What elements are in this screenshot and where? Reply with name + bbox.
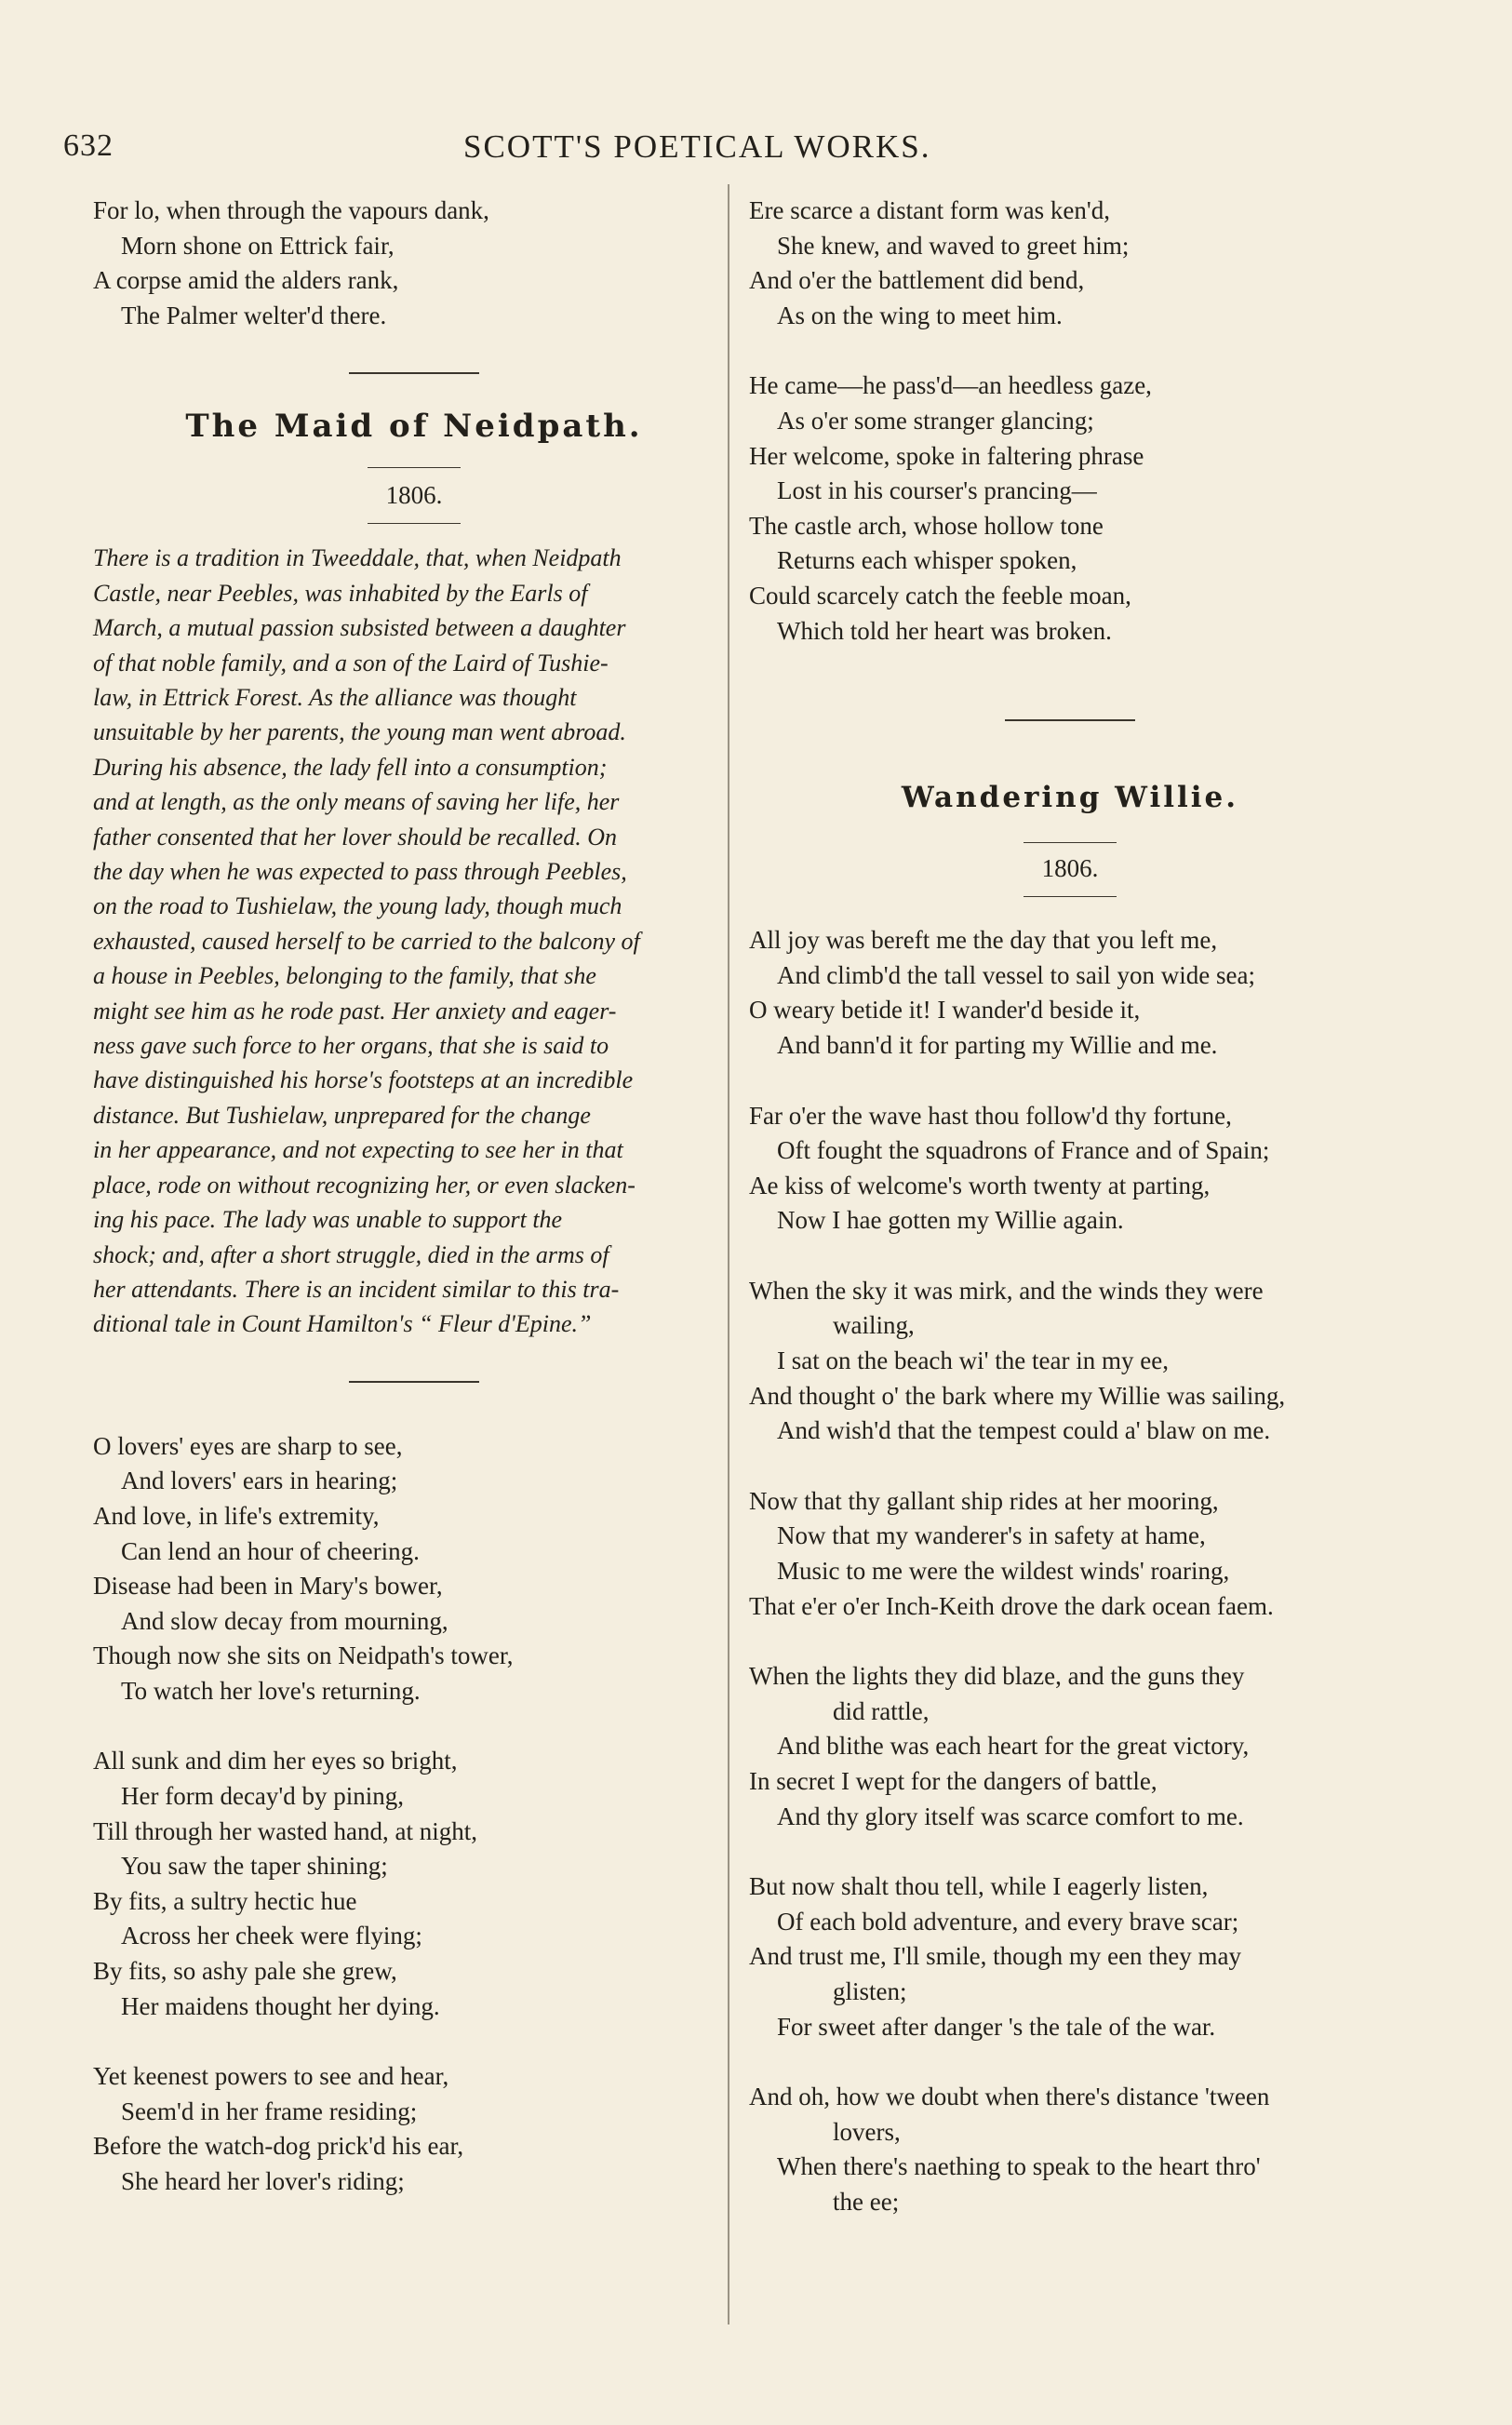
verse-line: Disease had been in Mary's bower, — [93, 1572, 443, 1601]
poem-title-neidpath: The Maid of Neidpath. — [185, 408, 643, 446]
verse-line: Her form decay'd by pining, — [121, 1782, 405, 1811]
verse-line: And thy glory itself was scarce comfort to me. — [777, 1802, 1244, 1830]
prose-line: a house in Peebles, belonging to the family, that she — [93, 962, 596, 990]
verse-line: glisten; — [833, 1976, 907, 2005]
page-number: 632 — [63, 128, 114, 163]
prose-line: might see him as he rode past. Her anxiety and eager- — [93, 997, 617, 1025]
verse-line: The Palmer welter'd there. — [121, 301, 387, 329]
prose-line: ness gave such force to her organs, that she is said to — [93, 1032, 609, 1060]
stanza — [749, 1099, 1391, 1239]
section-rule — [1005, 719, 1135, 721]
prose-line: in her appearance, and not expecting to see her in that — [93, 1136, 623, 1164]
verse-line: And blithe was each heart for the great victory, — [777, 1732, 1250, 1761]
verse-line: And wish'd that the tempest could a' blaw on me. — [777, 1416, 1271, 1445]
prose-line: law, in Ettrick Forest. As the alliance was thought — [93, 684, 577, 711]
year-rule — [368, 523, 461, 524]
verse-line: All sunk and dim her eyes so bright, — [93, 1747, 458, 1775]
neidpath-verses-continued — [749, 194, 1391, 649]
verse-line: Which told her heart was broken. — [777, 616, 1112, 645]
verse-line: That e'er o'er Inch-Keith drove the dark ocean faem. — [749, 1591, 1274, 1620]
stanza — [749, 923, 1391, 1063]
verse-line: All joy was bereft me the day that you left me, — [749, 926, 1218, 955]
poem-title-wandering-willie: Wandering Willie. — [901, 781, 1239, 815]
stanza — [749, 368, 1391, 649]
stanza — [93, 1744, 735, 2024]
verse-line: I sat on the beach wi' the tear in my ee, — [777, 1346, 1169, 1375]
prose-line: ditional tale in Count Hamilton's “ Fleur d'Epine.” — [93, 1310, 592, 1338]
verse-line: Ae kiss of welcome's worth twenty at parting, — [749, 1171, 1211, 1199]
prose-line: and at length, as the only means of saving her life, her — [93, 788, 620, 816]
verse-line: To watch her love's returning. — [121, 1676, 421, 1705]
title-rule — [1024, 842, 1117, 843]
prose-line: on the road to Tushielaw, the young lady, though much — [93, 892, 622, 920]
prose-line: place, rode on without recognizing her, or even slacken- — [93, 1171, 636, 1199]
stanza — [749, 1484, 1391, 1624]
verse-line: By fits, so ashy pale she grew, — [93, 1957, 397, 1986]
verse-line: For sweet after danger 's the tale of the war. — [777, 2012, 1216, 2041]
prose-line: exhausted, caused herself to be carried to the balcony of — [93, 927, 640, 955]
stanza — [749, 1274, 1391, 1449]
verse-line: Returns each whisper spoken, — [777, 546, 1077, 575]
verse-line: Lost in his courser's prancing— — [777, 476, 1097, 505]
verse-line: As o'er some stranger glancing; — [777, 406, 1094, 435]
verse-line: And o'er the battlement did bend, — [749, 266, 1085, 295]
prose-line: March, a mutual passion subsisted between a daughter — [93, 614, 626, 642]
verse-line: And climb'd the tall vessel to sail yon wide sea; — [777, 960, 1256, 989]
verse-line: Ere scarce a distant form was ken'd, — [749, 196, 1110, 224]
verse-line: Her maidens thought her dying. — [121, 1991, 440, 2020]
verse-line: A corpse amid the alders rank, — [93, 266, 399, 295]
prose-line: her attendants. There is an incident similar to this tra- — [93, 1275, 620, 1303]
verse-line: And bann'd it for parting my Willie and me. — [777, 1030, 1218, 1059]
verse-line: did rattle, — [833, 1696, 930, 1725]
stanza — [93, 2059, 735, 2199]
verse-line: She knew, and waved to greet him; — [777, 231, 1130, 260]
prose-line: the day when he was expected to pass through Peebles, — [93, 858, 627, 886]
verse-line: She heard her lover's riding; — [121, 2167, 405, 2195]
verse-line: For lo, when through the vapours dank, — [93, 196, 489, 224]
verse-line: Of each bold adventure, and every brave scar; — [777, 1907, 1239, 1936]
verse-line: When there's naething to speak to the heart thro' — [777, 2152, 1261, 2181]
section-rule — [349, 372, 479, 374]
stanza — [749, 194, 1391, 333]
prose-line: ing his pace. The lady was unable to support the — [93, 1206, 563, 1234]
neidpath-verses — [93, 1429, 735, 2200]
prose-line: shock; and, after a short struggle, died in the arms of — [93, 1240, 609, 1268]
verse-line: Now I hae gotten my Willie again. — [777, 1206, 1124, 1235]
poem-year: 1806. — [1041, 854, 1099, 883]
verse-line: Though now she sits on Neidpath's tower, — [93, 1641, 514, 1670]
stanza — [749, 1659, 1391, 1834]
verse-line: Before the watch-dog prick'd his ear, — [93, 2132, 464, 2161]
verse-line: When the lights they did blaze, and the guns they — [749, 1662, 1245, 1691]
year-rule — [1024, 896, 1117, 897]
prose-note — [93, 541, 735, 1341]
verse-line: Across her cheek were flying; — [121, 1922, 422, 1950]
prose-line: have distinguished his horse's footsteps at an incredible — [93, 1066, 634, 1094]
verse-line: He came—he pass'd—an heedless gaze, — [749, 371, 1152, 400]
stanza — [749, 1869, 1391, 2044]
verse-line: And thought o' the bark where my Willie was sailing, — [749, 1381, 1286, 1410]
verse-line: Now that my wanderer's in safety at hame, — [777, 1521, 1206, 1550]
stanza — [749, 2080, 1391, 2219]
verse-line: Seem'd in her frame residing; — [121, 2097, 418, 2125]
prose-line: distance. But Tushielaw, unprepared for the change — [93, 1101, 591, 1129]
verse-line: Music to me were the wildest winds' roaring, — [777, 1557, 1230, 1586]
poem-year: 1806. — [385, 481, 443, 510]
verse-line: Now that thy gallant ship rides at her mooring, — [749, 1486, 1219, 1515]
verse-line: You saw the taper shining; — [121, 1852, 388, 1881]
prose-line: There is a tradition in Tweeddale, that, when Neidpath — [93, 544, 622, 572]
prose-line: During his absence, the lady fell into a consumption; — [93, 753, 608, 781]
verse-line: Her welcome, spoke in faltering phrase — [749, 441, 1144, 470]
verse-line: Till through her wasted hand, at night, — [93, 1816, 477, 1845]
verse-line: The castle arch, whose hollow tone — [749, 511, 1104, 540]
prose-line: unsuitable by her parents, the young man went abroad. — [93, 718, 626, 746]
title-rule — [368, 467, 461, 468]
verse-line: O weary betide it! I wander'd beside it, — [749, 996, 1141, 1025]
verse-line: By fits, a sultry hectic hue — [93, 1886, 357, 1915]
running-head — [63, 128, 1273, 166]
verse-line: As on the wing to meet him. — [777, 301, 1063, 329]
verse-line: And trust me, I'll smile, though my een they may — [749, 1942, 1242, 1971]
stanza — [93, 1429, 735, 1709]
left-column — [93, 194, 735, 2200]
verse-line: Oft fought the squadrons of France and of Spain; — [777, 1136, 1270, 1165]
verse-line: the ee; — [833, 2187, 900, 2216]
verse-line: But now shalt thou tell, while I eagerly listen, — [749, 1872, 1209, 1901]
verse-line: And oh, how we doubt when there's distance 'tween — [749, 2083, 1270, 2111]
running-title: SCOTT'S POETICAL WORKS. — [463, 128, 931, 165]
right-column — [749, 194, 1391, 2220]
verse-line: Far o'er the wave hast thou follow'd thy fortune, — [749, 1101, 1232, 1130]
verse-line: O lovers' eyes are sharp to see, — [93, 1431, 403, 1460]
section-rule — [349, 1381, 479, 1383]
verse-line: Could scarcely catch the feeble moan, — [749, 581, 1131, 610]
verse-line: When the sky it was mirk, and the winds they were — [749, 1276, 1264, 1305]
verse-line: Morn shone on Ettrick fair, — [121, 231, 395, 260]
prose-line: Castle, near Peebles, was inhabited by the Earls of — [93, 579, 588, 607]
opening-stanza — [93, 194, 735, 333]
verse-line: Yet keenest powers to see and hear, — [93, 2062, 449, 2091]
verse-line: And lovers' ears in hearing; — [121, 1467, 398, 1495]
verse-line: wailing, — [833, 1311, 915, 1340]
verse-line: And slow decay from mourning, — [121, 1606, 448, 1635]
prose-line: of that noble family, and a son of the Laird of Tushie- — [93, 649, 609, 677]
verse-line: And love, in life's extremity, — [93, 1501, 380, 1530]
prose-line: father consented that her lover should be recalled. On — [93, 823, 617, 851]
verse-line: In secret I wept for the dangers of battle, — [749, 1767, 1157, 1795]
verse-line: Can lend an hour of cheering. — [121, 1536, 420, 1565]
verse-line: lovers, — [833, 2117, 901, 2146]
wandering-willie-verses — [749, 923, 1391, 2219]
